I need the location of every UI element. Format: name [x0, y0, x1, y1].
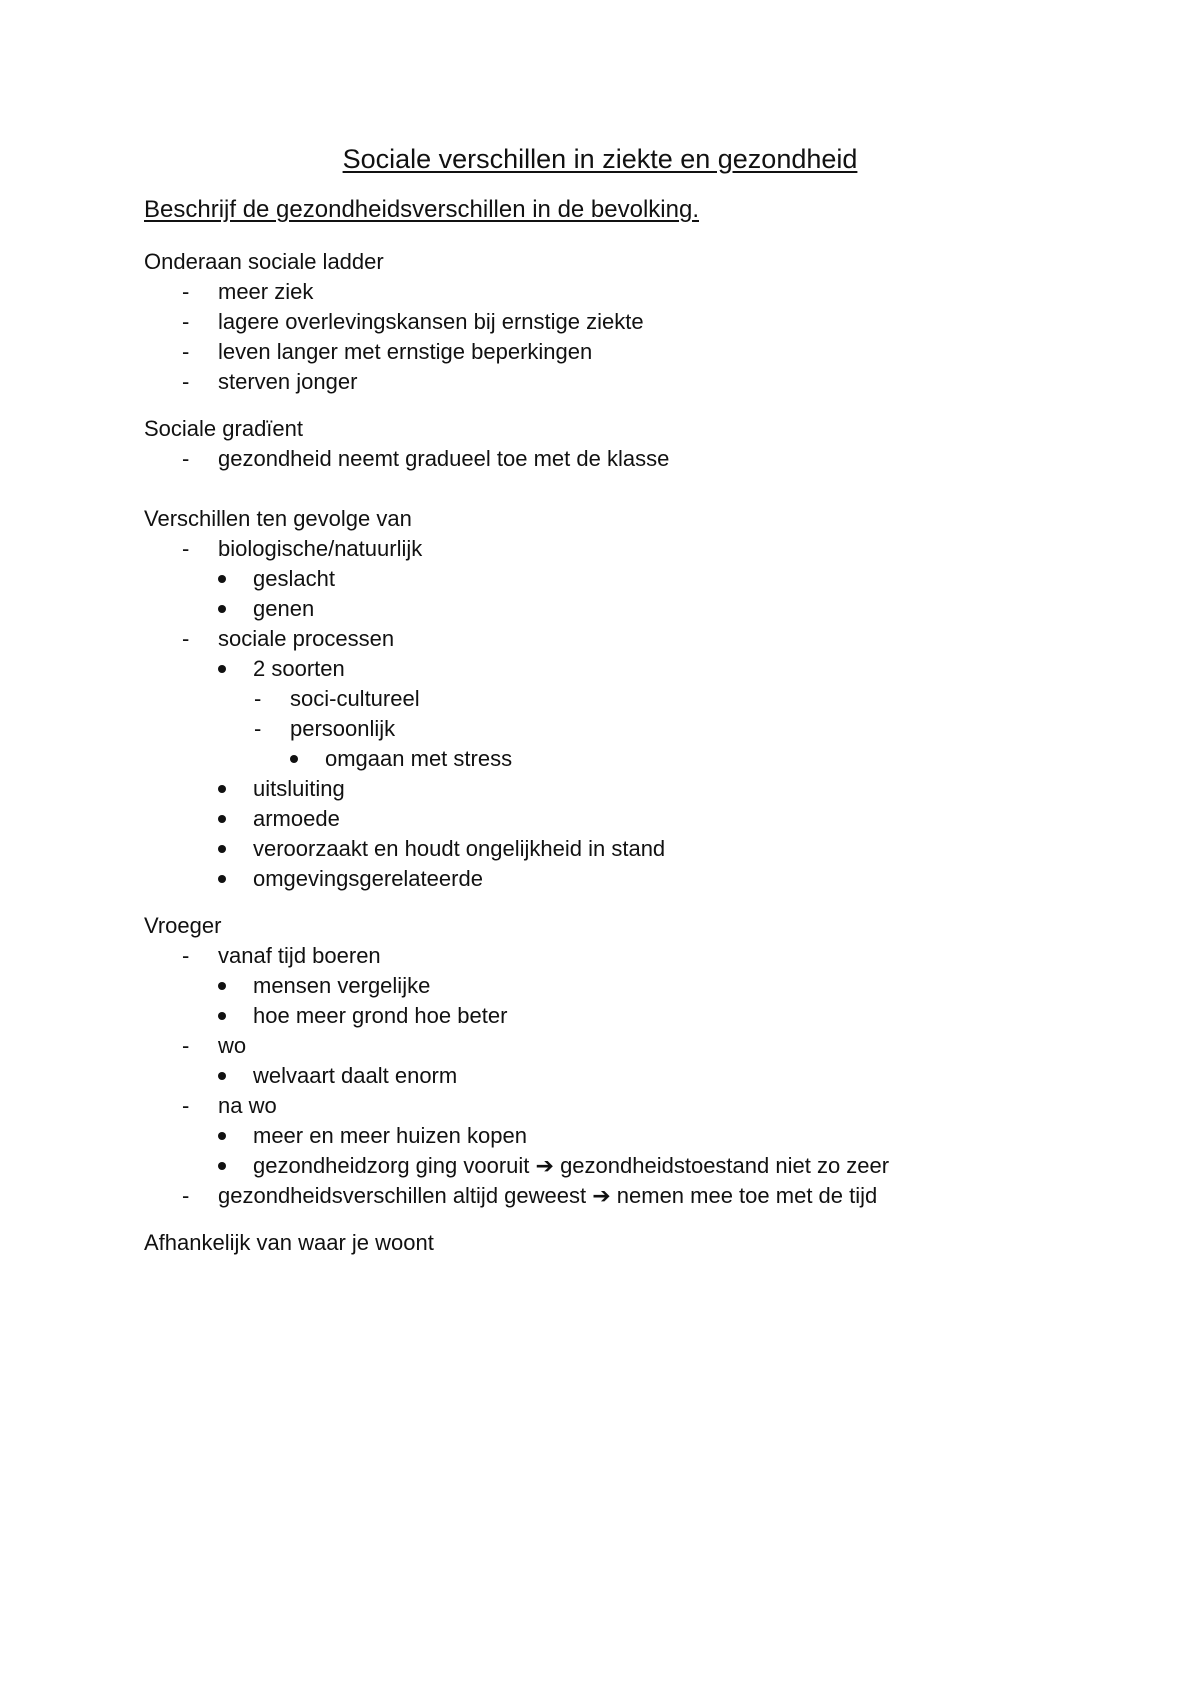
dash-bullet: - [182, 626, 190, 651]
section-heading: Onderaan sociale ladder [144, 249, 384, 274]
list-item: lagere overlevingskansen bij ernstige ziekte [218, 309, 644, 334]
bullet-dot [218, 1132, 226, 1140]
bullet-dot [218, 845, 226, 853]
bullet-dot [218, 665, 226, 673]
list-item: biologische/natuurlijk [218, 536, 423, 561]
dash-bullet: - [182, 309, 190, 334]
list-item: 2 soorten [253, 656, 345, 681]
list-item: hoe meer grond hoe beter [253, 1003, 508, 1028]
section-heading: Verschillen ten gevolge van [144, 506, 412, 531]
list-item: mensen vergelijke [253, 973, 431, 998]
dash-bullet: - [182, 1093, 190, 1118]
list-item: veroorzaakt en houdt ongelijkheid in stand [253, 836, 666, 861]
dash-bullet: - [182, 279, 190, 304]
list-item: meer ziek [218, 279, 314, 304]
list-item: omgevingsgerelateerde [253, 866, 483, 891]
list-item: soci-cultureel [290, 686, 420, 711]
page-title: Sociale verschillen in ziekte en gezondheid [342, 144, 858, 174]
list-item: gezondheidzorg ging vooruit ➔ gezondheidstoestand niet zo zeer [253, 1153, 890, 1178]
bullet-dot [290, 755, 298, 763]
dash-bullet: - [254, 686, 262, 711]
dash-bullet: - [182, 339, 190, 364]
section-heading: Afhankelijk van waar je woont [144, 1230, 434, 1255]
list-item: geslacht [253, 566, 335, 591]
bullet-dot [218, 1012, 226, 1020]
page-subtitle: Beschrijf de gezondheidsverschillen in de bevolking. [144, 196, 699, 223]
bullet-dot [218, 605, 226, 613]
list-item: gezondheidsverschillen altijd geweest ➔ nemen mee toe met de tijd [218, 1183, 878, 1208]
list-item: vanaf tijd boeren [218, 943, 381, 968]
list-item: leven langer met ernstige beperkingen [218, 339, 593, 364]
list-item: sterven jonger [218, 369, 358, 394]
section-heading: Vroeger [144, 913, 222, 938]
dash-bullet: - [182, 369, 190, 394]
dash-bullet: - [182, 446, 190, 471]
bullet-dot [218, 815, 226, 823]
bullet-dot [218, 1162, 226, 1170]
list-item: persoonlijk [290, 716, 396, 741]
bullet-dot [218, 875, 226, 883]
bullet-dot [218, 1072, 226, 1080]
bullet-dot [218, 575, 226, 583]
list-item: na wo [218, 1093, 277, 1118]
list-item: gezondheid neemt gradueel toe met de klasse [218, 446, 670, 471]
dash-bullet: - [254, 716, 262, 741]
list-item: omgaan met stress [325, 746, 513, 771]
list-item: wo [218, 1033, 247, 1058]
bullet-dot [218, 982, 226, 990]
list-item: uitsluiting [253, 776, 345, 801]
dash-bullet: - [182, 1033, 190, 1058]
bullet-dot [218, 785, 226, 793]
list-item: meer en meer huizen kopen [253, 1123, 527, 1148]
section-heading: Sociale gradïent [144, 416, 303, 441]
dash-bullet: - [182, 943, 190, 968]
list-item: armoede [253, 806, 340, 831]
list-item: welvaart daalt enorm [253, 1063, 458, 1088]
list-item: sociale processen [218, 626, 395, 651]
list-item: genen [253, 596, 315, 621]
dash-bullet: - [182, 536, 190, 561]
dash-bullet: - [182, 1183, 190, 1208]
